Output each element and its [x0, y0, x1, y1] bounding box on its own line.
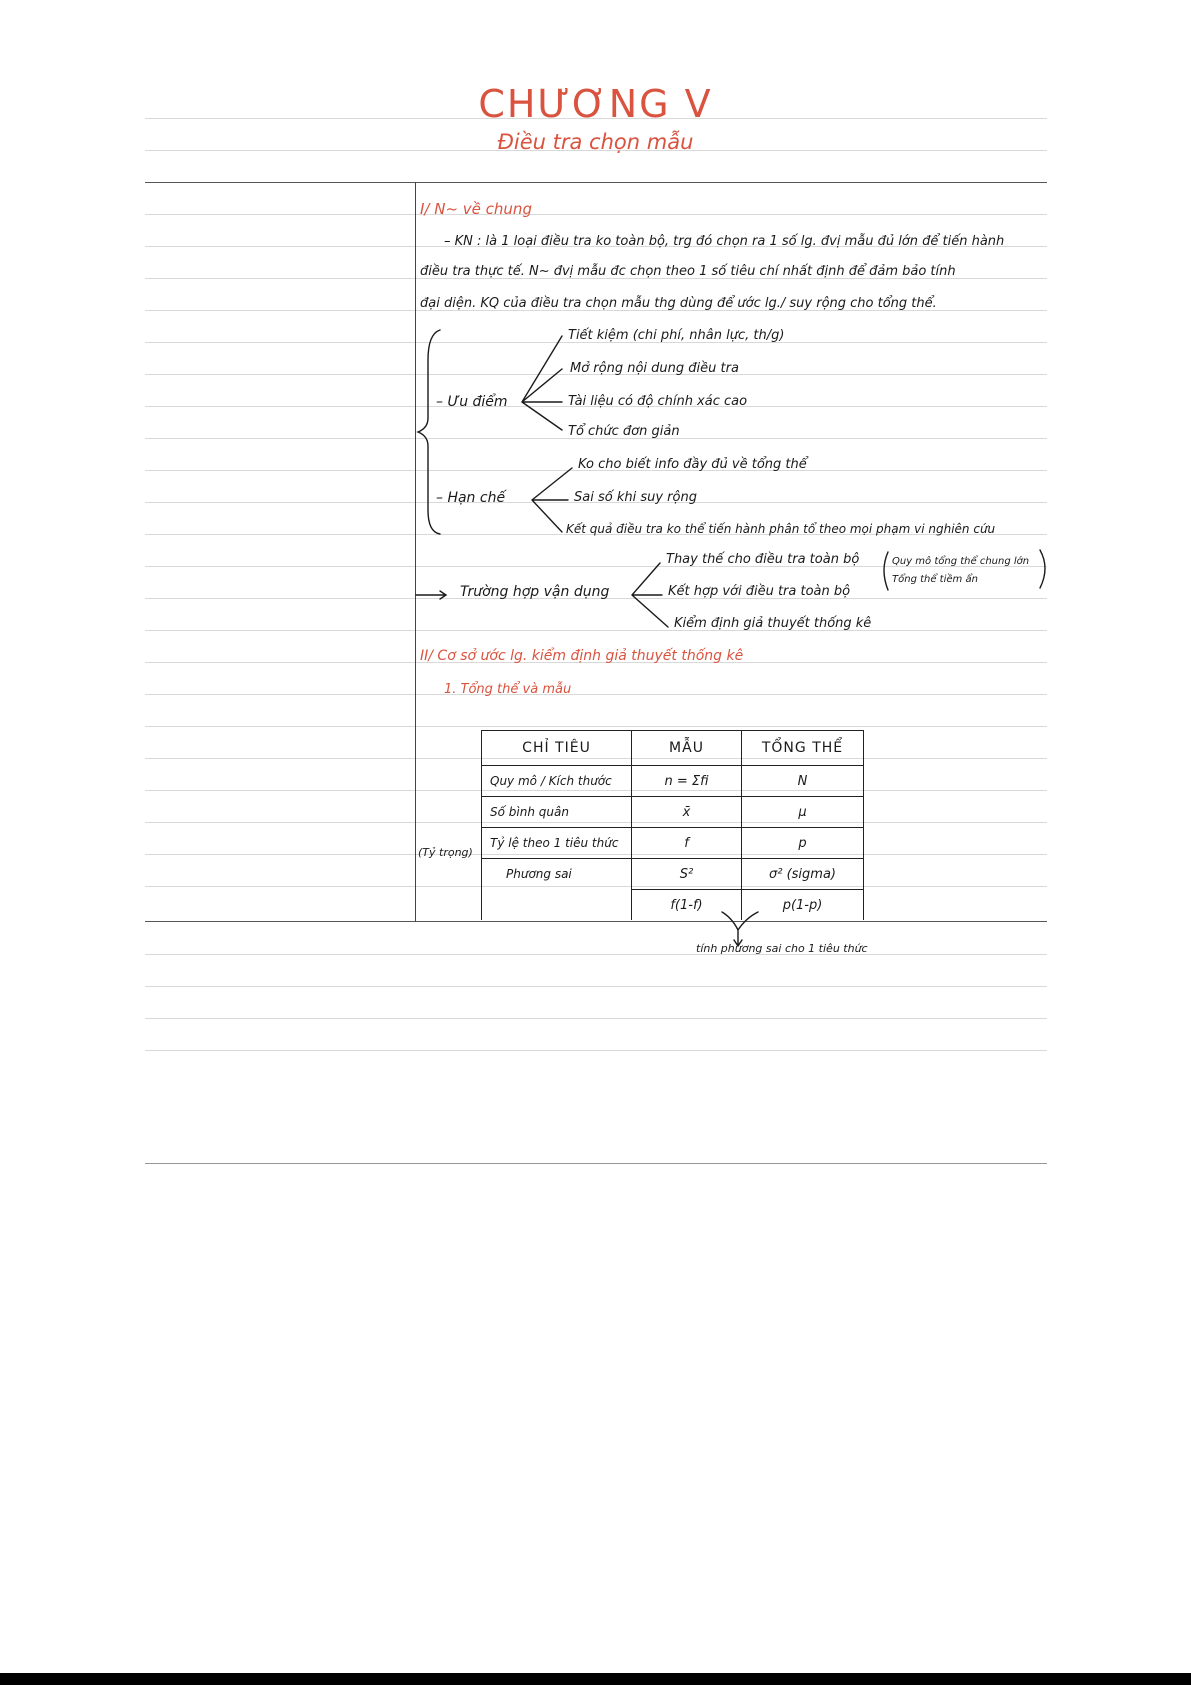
- advantages-fan-lines: [522, 336, 562, 430]
- advantage-item: Mở rộng nội dung điều tra: [570, 361, 739, 376]
- chapter-subtitle: Điều tra chọn mẫu: [497, 130, 694, 154]
- table-cell: Số bình quân: [482, 797, 632, 828]
- table-cell: Phương sai: [482, 859, 632, 890]
- ruled-line: [145, 630, 1047, 631]
- limit-item: Kết quả điều tra ko thể tiến hành phân tổ theo mọi phạm vi nghiên cứu: [566, 522, 996, 536]
- table-cell: S²: [632, 859, 742, 890]
- note-right-paren: [1040, 550, 1045, 588]
- section1-heading: I/ N~ về chung: [420, 200, 532, 218]
- bottom-edge-bar: [0, 1673, 1191, 1685]
- limit-item: Ko cho biết info đầy đủ về tổng thể: [578, 457, 807, 472]
- proportion-side-note: (Tỷ trọng): [418, 846, 473, 859]
- table-cell: p: [742, 828, 864, 859]
- table-header-cell: MẪU: [632, 731, 742, 766]
- usage-fan-lines: [632, 563, 668, 627]
- ruled-line: [145, 954, 1047, 955]
- chapter-title: CHƯƠNG V: [478, 82, 713, 126]
- advantage-item: Tiết kiệm (chi phí, nhân lực, th/g): [568, 328, 785, 343]
- usage-item: Kiểm định giả thuyết thống kê: [674, 616, 872, 631]
- table-cell: Quy mô / Kích thước: [482, 766, 632, 797]
- ruled-line: [145, 726, 1047, 727]
- table-row: [482, 890, 864, 921]
- cornell-top-rule: [145, 182, 1047, 183]
- section2-subheading: 1. Tổng thể và mẫu: [444, 682, 572, 697]
- table-header-cell: CHỈ TIÊU: [482, 731, 632, 766]
- kn-line-3: đại diện. KQ của điều tra chọn mẫu thg dùng để ước lg./ suy rộng cho tổng thể.: [420, 296, 937, 311]
- table-cell: x̄: [632, 797, 742, 828]
- variance-note: tính phương sai cho 1 tiêu thức: [696, 942, 868, 955]
- section2-heading: II/ Cơ sở ước lg. kiểm định giả thuyết thống kê: [420, 648, 744, 664]
- table-row: [482, 859, 864, 890]
- table-cell: μ: [742, 797, 864, 828]
- ruled-line: [145, 1018, 1047, 1019]
- cue-column-divider: [415, 182, 416, 922]
- table-cell: f: [632, 828, 742, 859]
- table-header-cell: TỔNG THỂ: [742, 731, 864, 766]
- ruled-line: [145, 1050, 1047, 1051]
- limits-label: – Hạn chế: [436, 490, 506, 506]
- table-row: [482, 828, 864, 859]
- table-cell: σ² (sigma): [742, 859, 864, 890]
- table-cell: p(1-p): [742, 890, 864, 921]
- summary-bottom-rule: [145, 1163, 1047, 1164]
- advantage-item: Tổ chức đơn giản: [568, 424, 680, 439]
- population-sample-table: [481, 730, 864, 920]
- table-cell: N: [742, 766, 864, 797]
- usage-item: Kết hợp với điều tra toàn bộ: [668, 584, 851, 599]
- advantage-item: Tài liệu có độ chính xác cao: [568, 394, 748, 409]
- kn-line-2: điều tra thực tế. N~ đvị mẫu đc chọn theo 1 số tiêu chí nhất định để đảm bảo tính: [420, 264, 956, 279]
- usage-item: Thay thế cho điều tra toàn bộ: [666, 552, 860, 567]
- ruled-line: [145, 694, 1047, 695]
- table-row: [482, 797, 864, 828]
- table-cell: f(1-f): [632, 890, 742, 921]
- ruled-line: [145, 214, 1047, 215]
- usage-note-line1: Quy mô tổng thể chung lớn: [892, 556, 1030, 567]
- limit-item: Sai số khi suy rộng: [574, 490, 697, 505]
- ruled-line: [145, 986, 1047, 987]
- table-cell: n = Σfi: [632, 766, 742, 797]
- note-left-paren: [884, 552, 888, 590]
- advantages-label: – Ưu điểm: [436, 394, 508, 410]
- table-row: [482, 766, 864, 797]
- table-cell: Tỷ lệ theo 1 tiêu thức: [482, 828, 632, 859]
- usage-note-line2: Tổng thể tiềm ẩn: [892, 574, 978, 585]
- usage-label: Trường hợp vận dụng: [460, 584, 610, 600]
- kn-line-1: – KN : là 1 loại điều tra ko toàn bộ, trg đó chọn ra 1 số lg. đvị mẫu đủ lớn để tiến hành: [444, 234, 1005, 249]
- table-header-row: [482, 731, 864, 766]
- cornell-bottom-rule: [145, 921, 1047, 922]
- table-cell: [482, 890, 632, 921]
